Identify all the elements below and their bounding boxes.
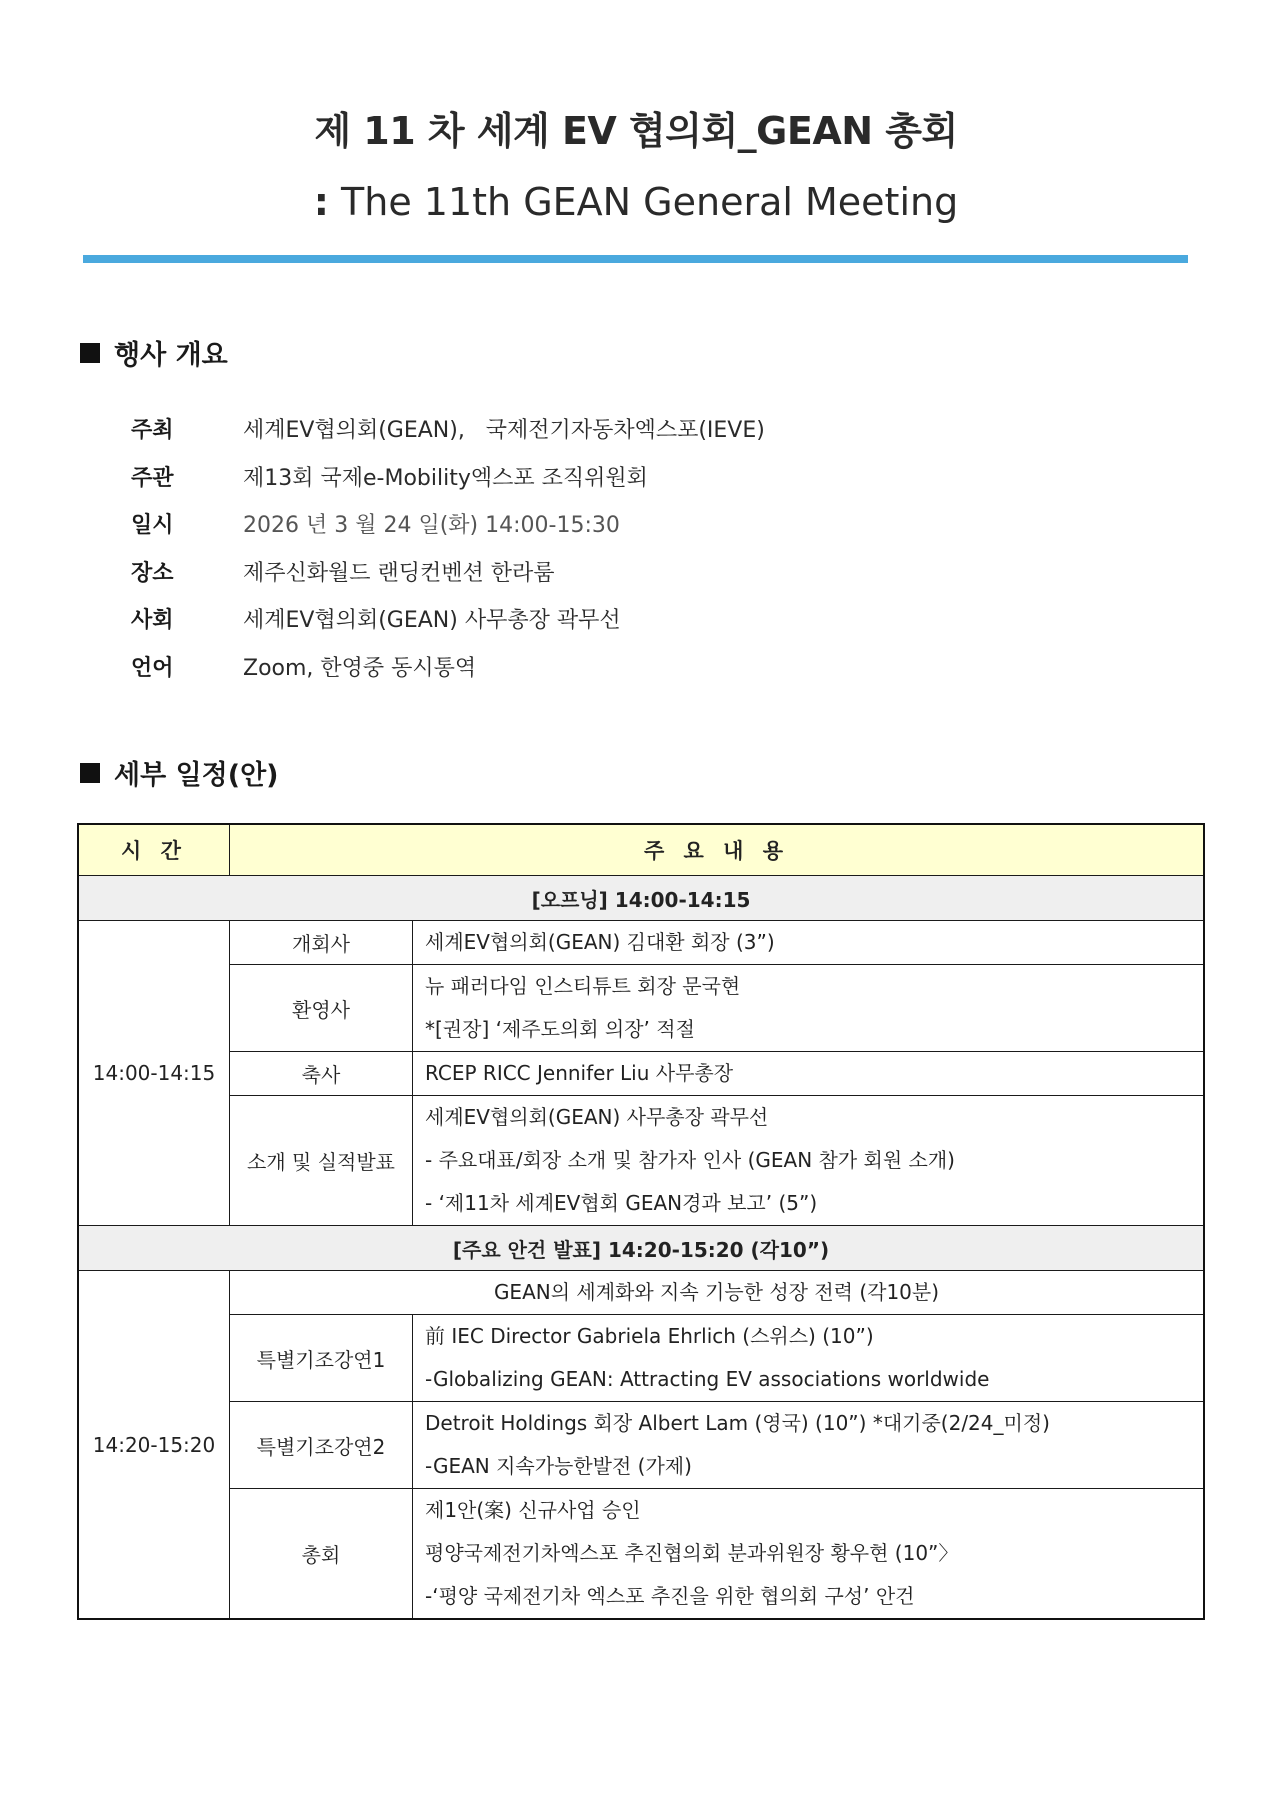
overview-row-host [131, 405, 765, 453]
content-line: 제1안(案) 신규사업 승인 [425, 1498, 641, 1522]
table-row [78, 921, 1204, 965]
item-content [413, 1052, 1205, 1096]
item-content [413, 965, 1205, 1052]
item-label: 특별기조강연1 [230, 1315, 413, 1402]
overview-value: 제주신화월드 랜딩컨벤션 한라룸 [243, 560, 555, 586]
item-label: 환영사 [230, 965, 413, 1052]
content-line: 평양국제전기차엑스포 추진협의회 분과위원장 황우현 (10”〉 [425, 1541, 959, 1565]
overview-row-organizer [131, 453, 765, 501]
overview-row-date [131, 500, 765, 548]
item-content [413, 1402, 1205, 1489]
content-line: RCEP RICC Jennifer Liu 사무총장 [425, 1061, 734, 1085]
content-line: 세계EV협의회(GEAN) 사무총장 곽무선 [425, 1105, 769, 1129]
table-row [78, 1271, 1204, 1315]
overview-heading [80, 333, 228, 372]
item-label: 축사 [230, 1052, 413, 1096]
overview-value: Zoom, 한영중 동시통역 [243, 655, 477, 681]
content-line: 뉴 패러다임 인스티튜트 회장 문국현 [425, 974, 741, 998]
item-label: 개회사 [230, 921, 413, 965]
table-row [78, 965, 1204, 1052]
table-row [78, 1315, 1204, 1402]
overview-label: 주관 [131, 465, 174, 491]
subtitle-colon: : [313, 180, 329, 224]
column-header-content: 주 요 내 용 [230, 824, 1205, 876]
item-label: 특별기조강연2 [230, 1402, 413, 1489]
overview-label: 주최 [131, 418, 174, 444]
document-title: 제 11 차 세계 EV 협의회_GEAN 총회 [314, 109, 958, 153]
overview-value: 제13회 국제e-Mobility엑스포 조직위원회 [243, 465, 648, 491]
table-header-row [78, 824, 1204, 876]
overview-label: 일시 [131, 513, 174, 539]
overview-row-moderator [131, 595, 765, 643]
content-line: -Globalizing GEAN: Attracting EV associations worldwide [425, 1367, 990, 1391]
item-label: 소개 및 실적발표 [230, 1096, 413, 1226]
overview-value: 세계EV협의회(GEAN), 국제전기자동차엑스포(IEVE) [243, 418, 765, 444]
table-row [78, 1489, 1204, 1620]
table-row [78, 1402, 1204, 1489]
overview-row-venue [131, 548, 765, 596]
schedule-heading-text: 세부 일정(안) [114, 760, 279, 791]
schedule-heading [80, 753, 279, 792]
section-title: [오프닝] 14:00-14:15 [78, 876, 1204, 921]
square-bullet-icon [80, 343, 100, 363]
content-line: 前 IEC Director Gabriela Ehrlich (스위스) (10”) [425, 1324, 874, 1348]
content-line: -GEAN 지속가능한발전 (가제) [425, 1454, 692, 1478]
section-title: [주요 안건 발표] 14:20-15:20 (각10”) [78, 1226, 1204, 1271]
overview-value: 세계EV협의회(GEAN) 사무총장 곽무선 [243, 608, 621, 634]
section-row-opening [78, 876, 1204, 921]
time-cell: 14:20-15:20 [78, 1271, 230, 1620]
document-subtitle [0, 180, 1272, 224]
content-line: Detroit Holdings 회장 Albert Lam (영국) (10”) *대기중(2/24_미정) [425, 1411, 1050, 1435]
overview-heading-text: 행사 개요 [114, 340, 228, 371]
time-cell: 14:00-14:15 [78, 921, 230, 1226]
section-row-main-agenda [78, 1226, 1204, 1271]
content-line: - ‘제11차 세계EV협회 GEAN경과 보고’ (5”) [425, 1191, 818, 1215]
subtitle-text: The 11th GEAN General Meeting [328, 180, 959, 224]
schedule-table [77, 823, 1205, 1620]
main-agenda-subtitle [230, 1271, 1205, 1315]
subtitle-line: GEAN의 세계화와 지속 기능한 성장 전력 (각10분) [493, 1280, 940, 1304]
content-line: *[권장] ‘제주도의회 의장’ 적절 [425, 1017, 695, 1041]
overview-label: 사회 [131, 608, 174, 634]
square-bullet-icon [80, 763, 100, 783]
table-row [78, 1052, 1204, 1096]
table-row [78, 1096, 1204, 1226]
item-content [413, 921, 1205, 965]
overview-label: 장소 [131, 560, 174, 586]
title-divider [83, 255, 1188, 263]
item-content [413, 1489, 1205, 1620]
item-content [413, 1315, 1205, 1402]
column-header-time: 시 간 [78, 824, 230, 876]
overview-list [131, 405, 765, 690]
content-line: - 주요대표/회장 소개 및 참가자 인사 (GEAN 참가 회원 소개) [425, 1148, 955, 1172]
content-line: 세계EV협의회(GEAN) 김대환 회장 (3”) [425, 930, 775, 954]
item-label: 총회 [230, 1489, 413, 1620]
content-line: -‘평양 국제전기차 엑스포 추진을 위한 협의회 구성’ 안건 [425, 1584, 915, 1608]
overview-value: 2026 년 3 월 24 일(화) 14:00-15:30 [243, 513, 620, 539]
overview-label: 언어 [131, 655, 174, 681]
item-content [413, 1096, 1205, 1226]
overview-row-language [131, 643, 765, 691]
